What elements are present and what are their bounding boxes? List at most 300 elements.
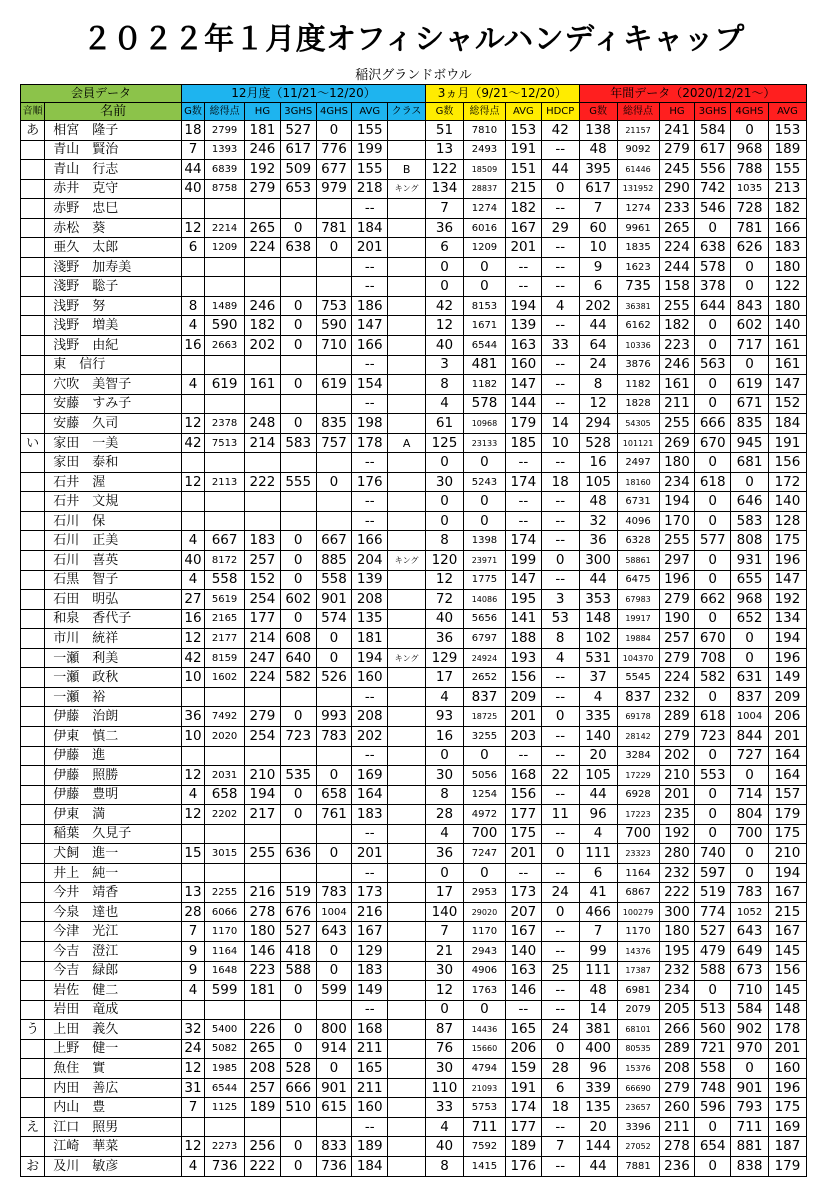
table-row [21, 961, 807, 981]
member-name-cell: 伊藤 治朗 [45, 707, 182, 727]
data-cell: -- [541, 394, 579, 414]
data-cell: -- [505, 746, 541, 766]
data-cell: 100279 [617, 902, 659, 922]
data-cell: 781 [316, 218, 352, 238]
data-cell: 209 [768, 687, 806, 707]
data-cell: 131952 [617, 179, 659, 199]
data-cell: 14 [579, 1000, 617, 1020]
data-cell: -- [541, 140, 579, 160]
data-cell: 666 [280, 1078, 316, 1098]
data-cell: 167 [505, 922, 541, 942]
data-cell: 16 [426, 726, 464, 746]
kana-index-cell [21, 1000, 45, 1020]
data-cell: 0 [316, 844, 352, 864]
handicap-table [20, 84, 807, 1177]
data-cell: -- [352, 257, 388, 277]
data-cell: 714 [731, 785, 769, 805]
data-cell: 655 [731, 570, 769, 590]
data-cell: 1170 [617, 922, 659, 942]
table-row [21, 531, 807, 551]
data-cell [205, 1000, 245, 1020]
data-cell: 6731 [617, 492, 659, 512]
data-cell: 0 [695, 511, 731, 531]
data-cell: 173 [505, 883, 541, 903]
data-cell: 278 [659, 1137, 695, 1157]
data-cell: 843 [731, 296, 769, 316]
data-cell: -- [352, 1000, 388, 1020]
data-cell: 37 [579, 668, 617, 688]
data-cell: -- [541, 1117, 579, 1137]
data-cell: 670 [695, 629, 731, 649]
data-cell: -- [352, 511, 388, 531]
data-cell: 1254 [463, 785, 505, 805]
data-cell: -- [541, 922, 579, 942]
kana-index-cell: う [21, 1020, 45, 1040]
data-cell: 64 [579, 336, 617, 356]
data-cell [245, 257, 281, 277]
data-cell: 226 [245, 1020, 281, 1040]
data-cell: 681 [731, 453, 769, 473]
data-cell: 196 [768, 551, 806, 571]
data-cell: 29020 [463, 902, 505, 922]
table-row [21, 766, 807, 786]
data-cell: 215 [505, 179, 541, 199]
data-cell: 631 [731, 668, 769, 688]
data-cell: 6797 [463, 629, 505, 649]
data-cell: 0 [463, 511, 505, 531]
data-cell: 135 [579, 1098, 617, 1118]
data-cell: 256 [245, 1137, 281, 1157]
data-cell [181, 257, 204, 277]
data-cell: 640 [280, 648, 316, 668]
data-cell: 32 [579, 511, 617, 531]
data-cell: 0 [695, 218, 731, 238]
data-cell: 6016 [463, 218, 505, 238]
data-cell: 194 [245, 785, 281, 805]
column-header: 3GHS [695, 103, 731, 121]
data-cell: 2177 [205, 629, 245, 649]
data-cell: 618 [695, 472, 731, 492]
data-cell: 211 [659, 1117, 695, 1137]
data-cell: 4 [181, 1156, 204, 1176]
column-header: 総得点 [205, 103, 245, 121]
data-cell [388, 277, 426, 297]
data-cell [280, 453, 316, 473]
data-cell: 574 [316, 609, 352, 629]
kana-index-cell [21, 336, 45, 356]
data-cell: 519 [280, 883, 316, 903]
data-cell: 0 [280, 981, 316, 1001]
data-cell: 30 [426, 472, 464, 492]
data-cell: 40 [426, 1137, 464, 1157]
data-cell: 0 [426, 257, 464, 277]
kana-index-cell [21, 453, 45, 473]
data-cell: 6 [579, 863, 617, 883]
data-cell: -- [352, 453, 388, 473]
data-cell: 266 [659, 1020, 695, 1040]
data-cell: 164 [768, 766, 806, 786]
member-name-cell: 浅野 増美 [45, 316, 182, 336]
table-row [21, 785, 807, 805]
data-cell: 837 [617, 687, 659, 707]
kana-index-cell [21, 1098, 45, 1118]
data-cell: 721 [695, 1039, 731, 1059]
data-cell: 0 [695, 336, 731, 356]
data-cell: 0 [695, 687, 731, 707]
kana-index-cell [21, 981, 45, 1001]
data-cell: 203 [505, 726, 541, 746]
data-cell [388, 609, 426, 629]
data-cell: 643 [316, 922, 352, 942]
data-cell: 194 [768, 629, 806, 649]
data-cell: 1489 [205, 296, 245, 316]
data-cell: 201 [505, 238, 541, 258]
data-cell: 102 [579, 629, 617, 649]
data-cell: 191 [768, 433, 806, 453]
data-cell: 199 [505, 551, 541, 571]
data-cell: 33 [541, 336, 579, 356]
data-cell: 1985 [205, 1059, 245, 1079]
data-cell: 0 [316, 648, 352, 668]
data-cell [388, 316, 426, 336]
data-cell: 979 [316, 179, 352, 199]
data-cell: 33 [426, 1098, 464, 1118]
data-cell: 101121 [617, 433, 659, 453]
data-cell: 4 [426, 687, 464, 707]
data-cell: 727 [731, 746, 769, 766]
data-cell: 145 [768, 981, 806, 1001]
data-cell: 174 [505, 1098, 541, 1118]
data-cell [245, 1000, 281, 1020]
kana-index-cell [21, 1059, 45, 1079]
member-name-cell: 淺野 聡子 [45, 277, 182, 297]
data-cell: 0 [316, 238, 352, 258]
data-cell: 208 [245, 1059, 281, 1079]
data-cell: 167 [768, 883, 806, 903]
data-cell [205, 863, 245, 883]
data-cell [280, 687, 316, 707]
data-cell: 1671 [463, 316, 505, 336]
data-cell [205, 687, 245, 707]
data-cell: 3 [541, 590, 579, 610]
data-cell: 466 [579, 902, 617, 922]
data-cell: 160 [352, 1098, 388, 1118]
data-cell: 735 [617, 277, 659, 297]
data-cell: 0 [280, 531, 316, 551]
data-cell: 192 [245, 160, 281, 180]
data-cell: 0 [731, 844, 769, 864]
group-header-row [21, 85, 807, 103]
data-cell: -- [541, 316, 579, 336]
data-cell: 1170 [463, 922, 505, 942]
member-name-cell: 淺野 加寿美 [45, 257, 182, 277]
data-cell [388, 785, 426, 805]
data-cell: 6839 [205, 160, 245, 180]
data-cell: 563 [695, 355, 731, 375]
data-cell: 27 [181, 590, 204, 610]
data-cell: 189 [245, 1098, 281, 1118]
data-cell: 21157 [617, 121, 659, 141]
data-cell: 617 [579, 179, 617, 199]
data-cell: 201 [352, 238, 388, 258]
data-cell: 0 [541, 707, 579, 727]
data-cell: 0 [280, 296, 316, 316]
kana-index-cell [21, 687, 45, 707]
data-cell: 583 [280, 433, 316, 453]
column-header: AVG [505, 103, 541, 121]
data-cell [205, 453, 245, 473]
data-cell [388, 492, 426, 512]
table-row [21, 336, 807, 356]
data-cell: 23971 [463, 551, 505, 571]
data-cell: 577 [695, 531, 731, 551]
table-row [21, 922, 807, 942]
data-cell: 0 [695, 1117, 731, 1137]
data-cell: 36381 [617, 296, 659, 316]
data-cell: -- [541, 511, 579, 531]
data-cell: 223 [659, 336, 695, 356]
data-cell: 169 [352, 766, 388, 786]
data-cell: 12 [181, 629, 204, 649]
data-cell: 3255 [463, 726, 505, 746]
data-cell: 667 [205, 531, 245, 551]
data-cell: 14 [541, 414, 579, 434]
data-cell: 139 [352, 570, 388, 590]
data-cell [205, 746, 245, 766]
data-cell: 0 [316, 941, 352, 961]
data-cell: 183 [352, 961, 388, 981]
data-cell: 160 [505, 355, 541, 375]
kana-index-cell [21, 531, 45, 551]
data-cell: 1415 [463, 1156, 505, 1176]
data-cell: 723 [280, 726, 316, 746]
data-cell: 2031 [205, 766, 245, 786]
data-cell: 24924 [463, 648, 505, 668]
table-row [21, 453, 807, 473]
data-cell: 1828 [617, 394, 659, 414]
data-cell: 148 [768, 1000, 806, 1020]
data-cell: -- [541, 492, 579, 512]
data-cell: 222 [659, 883, 695, 903]
data-cell: 993 [316, 707, 352, 727]
data-cell: 6 [541, 1078, 579, 1098]
data-cell: 18725 [463, 707, 505, 727]
data-cell: 147 [768, 570, 806, 590]
data-cell [280, 492, 316, 512]
data-cell: 28 [181, 902, 204, 922]
data-cell: 53 [541, 609, 579, 629]
data-cell: 0 [731, 1059, 769, 1079]
data-cell: 1035 [731, 179, 769, 199]
data-cell: 6 [579, 277, 617, 297]
data-cell: 182 [768, 199, 806, 219]
data-cell: 44 [579, 785, 617, 805]
data-cell: 255 [245, 844, 281, 864]
data-cell [388, 863, 426, 883]
data-cell: -- [505, 257, 541, 277]
data-cell: 297 [659, 551, 695, 571]
data-cell: 161 [768, 355, 806, 375]
data-cell: 626 [731, 238, 769, 258]
kana-index-cell [21, 609, 45, 629]
data-cell: 5056 [463, 766, 505, 786]
data-cell: 6928 [617, 785, 659, 805]
data-cell: 0 [316, 472, 352, 492]
data-cell: 1775 [463, 570, 505, 590]
data-cell: 582 [695, 668, 731, 688]
data-cell: 76 [426, 1039, 464, 1059]
data-cell: 257 [245, 1078, 281, 1098]
data-cell: 68101 [617, 1020, 659, 1040]
data-cell: 208 [659, 1059, 695, 1079]
data-cell: 232 [659, 961, 695, 981]
data-cell [280, 1000, 316, 1020]
table-row [21, 414, 807, 434]
data-cell: 0 [280, 316, 316, 336]
data-cell: 748 [695, 1078, 731, 1098]
table-row [21, 844, 807, 864]
data-cell: 176 [505, 1156, 541, 1176]
data-cell: 4794 [463, 1059, 505, 1079]
member-name-cell: 石川 正美 [45, 531, 182, 551]
data-cell: 30 [426, 961, 464, 981]
data-cell: 255 [659, 531, 695, 551]
data-cell: 202 [352, 726, 388, 746]
data-cell: 99 [579, 941, 617, 961]
data-cell: 28142 [617, 726, 659, 746]
data-cell: 5545 [617, 668, 659, 688]
data-cell: 189 [352, 1137, 388, 1157]
column-header: AVG [768, 103, 806, 121]
data-cell: 0 [695, 453, 731, 473]
data-cell [388, 1137, 426, 1157]
data-cell: 4 [181, 316, 204, 336]
data-cell: 7 [181, 140, 204, 160]
data-cell: 619 [205, 375, 245, 395]
data-cell: 400 [579, 1039, 617, 1059]
data-cell: 1125 [205, 1098, 245, 1118]
data-cell: 177 [245, 609, 281, 629]
table-row [21, 590, 807, 610]
data-cell [245, 199, 281, 219]
data-cell: -- [541, 687, 579, 707]
data-cell: 0 [695, 1156, 731, 1176]
data-cell: 7810 [463, 121, 505, 141]
data-cell: 6544 [205, 1078, 245, 1098]
member-name-cell: 石井 文規 [45, 492, 182, 512]
data-cell: 881 [731, 1137, 769, 1157]
data-cell: 0 [695, 375, 731, 395]
member-name-cell: 今泉 達也 [45, 902, 182, 922]
data-cell: 257 [245, 551, 281, 571]
data-cell: 700 [463, 824, 505, 844]
data-cell: 638 [695, 238, 731, 258]
data-cell: -- [541, 785, 579, 805]
data-cell: 236 [659, 1156, 695, 1176]
data-cell: 163 [505, 336, 541, 356]
data-cell: 914 [316, 1039, 352, 1059]
data-cell: 156 [768, 961, 806, 981]
data-cell: 140 [426, 902, 464, 922]
data-cell: 1623 [617, 257, 659, 277]
kana-index-cell [21, 941, 45, 961]
data-cell: 619 [731, 375, 769, 395]
data-cell: 216 [245, 883, 281, 903]
column-header: 4GHS [731, 103, 769, 121]
data-cell: 535 [280, 766, 316, 786]
table-row [21, 238, 807, 258]
data-cell: 774 [695, 902, 731, 922]
data-cell: 166 [768, 218, 806, 238]
data-cell: 179 [768, 1156, 806, 1176]
data-cell [388, 1059, 426, 1079]
data-cell: 617 [280, 140, 316, 160]
data-cell: 3284 [617, 746, 659, 766]
data-cell [245, 824, 281, 844]
data-cell: 54305 [617, 414, 659, 434]
data-cell: 179 [768, 805, 806, 825]
data-cell: 558 [695, 1059, 731, 1079]
data-cell: 167 [352, 922, 388, 942]
data-cell: 23323 [617, 844, 659, 864]
data-cell: 201 [768, 1039, 806, 1059]
data-cell: -- [541, 238, 579, 258]
kana-index-cell [21, 668, 45, 688]
data-cell: 156 [505, 785, 541, 805]
data-cell: 32 [181, 1020, 204, 1040]
data-cell: 14436 [463, 1020, 505, 1040]
data-cell: 24 [579, 355, 617, 375]
table-row [21, 160, 807, 180]
data-cell: 177 [505, 805, 541, 825]
data-cell: 4 [426, 824, 464, 844]
data-cell: 190 [659, 609, 695, 629]
data-cell: -- [541, 863, 579, 883]
data-cell [316, 394, 352, 414]
data-cell: 7492 [205, 707, 245, 727]
member-name-cell: 犬飼 進一 [45, 844, 182, 864]
data-cell [388, 394, 426, 414]
data-cell: 30 [426, 1059, 464, 1079]
table-row [21, 570, 807, 590]
data-cell: 0 [280, 707, 316, 727]
data-cell: 9961 [617, 218, 659, 238]
data-cell: 0 [463, 863, 505, 883]
kana-index-cell [21, 1039, 45, 1059]
data-cell: 182 [505, 199, 541, 219]
table-row [21, 746, 807, 766]
data-cell: 30 [426, 766, 464, 786]
data-cell: 80535 [617, 1039, 659, 1059]
data-cell: 183 [768, 238, 806, 258]
data-cell: 245 [659, 160, 695, 180]
table-row [21, 648, 807, 668]
data-cell: 4 [579, 824, 617, 844]
member-name-cell: 穴吹 美智子 [45, 375, 182, 395]
data-cell: -- [541, 824, 579, 844]
data-cell: 232 [659, 687, 695, 707]
data-cell [205, 257, 245, 277]
data-cell: 211 [659, 394, 695, 414]
data-cell: 6475 [617, 570, 659, 590]
data-cell [316, 746, 352, 766]
data-cell: 10 [579, 238, 617, 258]
table-row [21, 1059, 807, 1079]
data-cell: 583 [731, 511, 769, 531]
data-cell: 5400 [205, 1020, 245, 1040]
data-cell: キング [388, 179, 426, 199]
data-cell: 526 [316, 668, 352, 688]
